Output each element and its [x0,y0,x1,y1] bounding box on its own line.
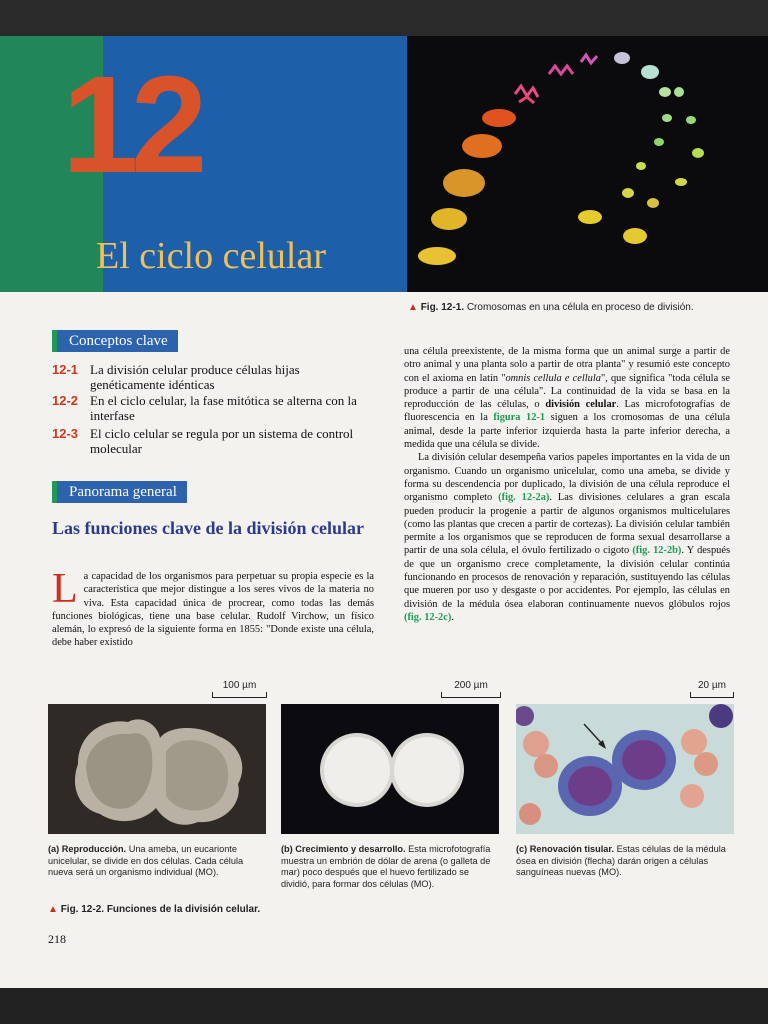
scale-label: 20 µm [698,680,726,691]
chapter-number: 12 [62,48,200,202]
scale-label: 200 µm [454,680,488,691]
caption-marker-icon: ▲ [408,302,418,313]
panel-letter: (a) [48,844,60,854]
scale-bar [212,680,267,698]
scale-bar [690,680,734,698]
book-page [0,36,768,988]
key-concept-number: 12-1 [52,362,79,377]
scale-label: 100 µm [222,680,257,691]
text-run: ", que significa "toda célula se produce a partir de una célula". La continuidad de la vida se basa en la reproducción de las células, o [404,372,731,411]
right-column-text [404,345,730,624]
panel-caption-b [281,844,496,890]
scale-line [212,692,267,698]
scale-line [690,692,734,698]
text-run: . Las microfotografías de fluorescencia en la [404,399,730,424]
panel-title: Renovación tisular. [529,844,615,854]
chromosome-arc [418,52,704,265]
paragraph [404,451,730,624]
overview-heading: Panorama general [52,481,187,503]
chromosome-micrograph [407,36,768,292]
scale-bar [441,680,501,698]
section-title: Las funciones clave de la división celular [52,518,365,538]
figure-reference: (fig. 12-2c) [404,611,452,623]
drop-cap: L [52,566,78,612]
text-run: La división celular desempeña varios papeles importantes en la vida de un organismo. Cuando un organismo unicelular, como una ameba, se divide y forma su descendencia por duplicado, la división de una célula reproduce el organismo completo [404,452,730,504]
sand-dollar-embryo-micrograph [281,704,499,834]
paragraph [404,345,730,451]
caption-marker-icon: ▲ [48,904,58,915]
figure-label: Fig. 12-1. [420,302,465,313]
scan-bottom-edge [0,988,768,1024]
figure-caption-text: Funciones de la división celular. [106,904,261,915]
panel-letter: (b) [281,844,293,854]
figure-12-1-caption [408,302,694,313]
panel-caption-a [48,844,263,879]
panel-title: Reproducción. [61,844,127,854]
figure-label: Fig. 12-2. [60,904,105,915]
key-concept-number: 12-2 [52,393,79,408]
panel-text: Esta microfotografía muestra un embrión de dólar de arena (o galleta de mar) poco después que el huevo fertilizado se dividió, para formar dos células (MO). [281,844,491,889]
page-number: 218 [48,932,66,946]
text-run: . Las divisiones celulares a gran escala pueden producir la progenie a partir de algunos organismos multicelulares (como las plantas que crecen a partir de cortezas). La división celular también permite a los organismos que se reproducen de forma sexual desarrollarse a partir de una sola célula, el óvulo fertilizado o cigoto [404,492,730,557]
figure-reference: figura 12-1 [493,412,546,424]
key-concept-item [52,393,357,425]
key-concepts-heading: Conceptos clave [52,330,178,352]
key-term: división celular [545,399,617,411]
panel-title: Crecimiento y desarrollo. [295,844,406,854]
key-concept-number: 12-3 [52,426,79,441]
lead-text: a capacidad de los organismos para perpetuar su propia especie es la característica que mejor distingue a los seres vivos de la materia no viva. Esta capacidad única de procrear, como todas las demás funciones biológicas, tiene una base celular. Rudolf Virchow, un físico alemán, lo expresó de la siguiente forma en 1855: "Donde existe una célula, debe haber existido [52,571,374,649]
amoeba-micrograph [48,704,266,834]
figure-reference: (fig. 12-2b) [632,545,682,557]
text-run: . [451,611,454,623]
panel-caption-c [516,844,731,879]
panel-text: Una ameba, un eucarionte unicelular, se divide en dos células. Cada célula nueva será un organismo individual (MO). [48,844,244,877]
key-concept-text: El ciclo celular se regula por un sistema de control molecular [90,426,354,456]
panel-letter: (c) [516,844,528,854]
figure-caption-text: Cromosomas en una célula en proceso de división. [466,302,694,313]
key-concept-item [52,362,352,394]
figure-12-2-caption [48,904,260,915]
scan-top-edge [0,0,768,36]
scale-line [441,692,501,698]
figure-reference: (fig. 12-2a) [498,492,550,504]
latin-axiom: omnis cellula e cellula [505,372,601,384]
text-run: . Y después de que un organismo crece completamente, la división celular continúa funcionando en procesos de renovación y reparación, sustituyendo las células que mueren por uso y desgaste o por accidentes. Por ejemplo, las células en división de la médula ósea elaboran continuamente nuevos glóbulos rojos [404,545,731,610]
key-concept-text: La división celular produce células hijas genéticamente idénticas [90,362,300,392]
bone-marrow-micrograph [516,704,734,834]
lead-paragraph [52,566,374,650]
key-concept-text: En el ciclo celular, la fase mitótica se alterna con la interfase [90,393,357,423]
chapter-title: El ciclo celular [96,235,326,277]
panel-text: Estas células de la médula ósea en división (flecha) darán origen a células sanguíneas nuevas (MO). [516,844,726,877]
key-concept-item [52,426,352,458]
text-run: siguen a los cromosomas de una célula animal, desde la parte inferior izquierda hasta la parte inferior derecha, a medida que una célula se divide. [404,412,730,451]
text-run: una célula preexistente, de la misma forma que un animal surge a partir de otro animal y una planta solo a partir de otra planta" y resumió este concepto con el axioma en latín " [404,346,730,384]
